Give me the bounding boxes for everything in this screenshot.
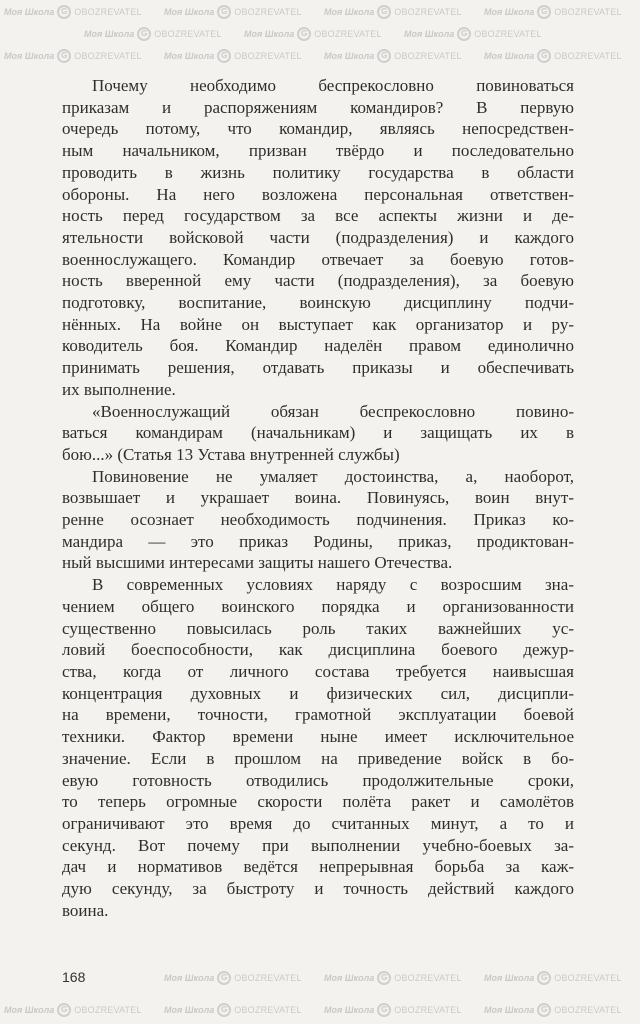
text-line: евую готовность отводились продолжительные сроки, <box>62 770 574 790</box>
watermark <box>484 970 622 986</box>
watermark-logo-icon: G <box>537 971 551 985</box>
watermark-brand-text: Моя Школа <box>404 29 455 39</box>
watermark <box>4 4 142 20</box>
watermark <box>84 26 222 42</box>
watermark-brand-text: Моя Школа <box>484 973 535 983</box>
watermark-brand-text: Моя Школа <box>164 1005 215 1015</box>
text-line: возвышает и украшает воина. Повинуясь, воин внут- <box>62 488 574 508</box>
watermark-logo-icon: G <box>457 27 471 41</box>
text-line: ность вверенной ему части (подразделения), за боевую <box>62 271 574 291</box>
text-line: Повиновение не умаляет достоинства, а, наоборот, <box>92 466 574 486</box>
text-line: принимать решения, отдавать приказы и обеспечивать <box>62 358 574 378</box>
watermark <box>164 970 302 986</box>
watermark-logo-icon: G <box>377 1003 391 1017</box>
watermark <box>484 1002 622 1018</box>
watermark-brand-text: OBOZREVATEL <box>394 7 462 17</box>
text-line: бою...» (Статья 13 Устава внутренней службы) <box>62 444 400 464</box>
watermark <box>164 4 302 20</box>
watermark-brand-text: OBOZREVATEL <box>394 51 462 61</box>
watermark-brand-text: OBOZREVATEL <box>154 29 222 39</box>
text-line: В современных условиях наряду с возросшим зна- <box>92 575 574 595</box>
watermark-logo-icon: G <box>537 1003 551 1017</box>
watermark <box>244 26 382 42</box>
watermark-brand-text: Моя Школа <box>324 973 375 983</box>
watermark <box>484 48 622 64</box>
text-line: ятельности войсковой части (подразделения) и каждого <box>62 227 574 247</box>
watermark-logo-icon: G <box>57 49 71 63</box>
text-line: ный высшими интересами защиты нашего Отечества. <box>62 553 453 573</box>
text-line: ность перед государством за все аспекты жизни и де- <box>62 206 574 226</box>
watermark-logo-icon: G <box>217 1003 231 1017</box>
text-line: «Военнослужащий обязан беспрекословно повино- <box>92 401 574 421</box>
watermark-brand-text: Моя Школа <box>164 51 215 61</box>
watermark-brand-text: OBOZREVATEL <box>554 973 622 983</box>
watermark-brand-text: Моя Школа <box>164 973 215 983</box>
watermark <box>484 4 622 20</box>
watermark-logo-icon: G <box>217 49 231 63</box>
watermark-brand-text: OBOZREVATEL <box>314 29 382 39</box>
text-line: нённых. На войне он выступает как организатор и ру- <box>62 314 574 334</box>
watermark <box>324 1002 462 1018</box>
text-line: значение. Если в прошлом на приведение войск в бо- <box>62 748 574 768</box>
text-line: ренне осознает необходимость подчинения. Приказ ко- <box>62 510 574 530</box>
watermark-logo-icon: G <box>57 5 71 19</box>
watermark-logo-icon: G <box>377 971 391 985</box>
watermark-logo-icon: G <box>137 27 151 41</box>
text-line: приказам и распоряжениям командиров? В первую <box>62 97 574 117</box>
text-line: подготовку, воспитание, воинскую дисциплину подчи- <box>62 293 574 313</box>
watermark <box>324 970 462 986</box>
text-line: ограничивают это время до считанных минут, а то и <box>62 813 574 833</box>
text-line: Почему необходимо беспрекословно повиноваться <box>92 76 574 95</box>
watermark <box>4 48 142 64</box>
watermark-brand-text: OBOZREVATEL <box>394 1005 462 1015</box>
text-line: ководитель боя. Командир наделён правом единолично <box>62 336 574 356</box>
watermark-brand-text: Моя Школа <box>4 1005 55 1015</box>
watermark-logo-icon: G <box>537 5 551 19</box>
watermark-brand-text: Моя Школа <box>324 51 375 61</box>
watermark-brand-text: Моя Школа <box>4 7 55 17</box>
watermark-brand-text: OBOZREVATEL <box>554 7 622 17</box>
watermark-brand-text: Моя Школа <box>244 29 295 39</box>
text-line: дую секунду, за быстроту и точность действий каждого <box>62 879 574 899</box>
watermark-brand-text: OBOZREVATEL <box>74 51 142 61</box>
text-line: проводить в жизнь политику государства в области <box>62 162 574 182</box>
page-number: 168 <box>62 969 86 985</box>
watermark <box>4 1002 142 1018</box>
watermark-logo-icon: G <box>217 971 231 985</box>
watermark-brand-text: Моя Школа <box>324 1005 375 1015</box>
watermark-brand-text: Моя Школа <box>4 51 55 61</box>
text-line: обороны. На него возложена персональная ответствен- <box>62 184 574 204</box>
watermark-brand-text: OBOZREVATEL <box>234 1005 302 1015</box>
watermark-brand-text: OBOZREVATEL <box>474 29 542 39</box>
text-line: техники. Фактор времени ныне имеет исключительное <box>62 727 574 747</box>
text-line: чением общего воинского порядка и организованности <box>62 596 574 616</box>
watermark-brand-text: Моя Школа <box>484 51 535 61</box>
watermark-logo-icon: G <box>377 5 391 19</box>
text-line: их выполнение. <box>62 379 176 399</box>
text-line: на времени, точности, грамотной эксплуатации боевой <box>62 705 574 725</box>
watermark-brand-text: Моя Школа <box>484 1005 535 1015</box>
text-line: дач и нормативов ведётся непрерывная борьба за каж- <box>62 857 574 877</box>
text-line: существенно повысилась роль таких важнейших ус- <box>62 618 574 638</box>
text-line: очередь потому, что командир, являясь непосредствен- <box>62 119 574 139</box>
text-line: концентрация духовных и физических сил, дисципли- <box>62 683 574 703</box>
watermark-brand-text: Моя Школа <box>164 7 215 17</box>
text-line: ваться командирам (начальникам) и защищать их в <box>62 423 574 443</box>
watermark <box>164 48 302 64</box>
watermark-brand-text: OBOZREVATEL <box>74 7 142 17</box>
watermark-logo-icon: G <box>297 27 311 41</box>
watermark-logo-icon: G <box>57 1003 71 1017</box>
text-line: ным начальником, призван твёрдо и последовательно <box>62 141 574 161</box>
body-text <box>62 75 574 921</box>
watermark-brand-text: Моя Школа <box>324 7 375 17</box>
watermark-logo-icon: G <box>217 5 231 19</box>
watermark <box>404 26 542 42</box>
watermark <box>164 1002 302 1018</box>
text-line: военнослужащего. Командир отвечает за боевую готов- <box>62 249 574 269</box>
watermark <box>324 48 462 64</box>
text-line: секунд. Вот почему при выполнении учебно-боевых за- <box>62 835 574 855</box>
watermark-brand-text: OBOZREVATEL <box>554 1005 622 1015</box>
watermark-brand-text: OBOZREVATEL <box>394 973 462 983</box>
watermark-logo-icon: G <box>537 49 551 63</box>
watermark-brand-text: OBOZREVATEL <box>234 973 302 983</box>
watermark-brand-text: OBOZREVATEL <box>234 7 302 17</box>
watermark-brand-text: OBOZREVATEL <box>74 1005 142 1015</box>
text-line: ловий боеспособности, как дисциплина боевого дежур- <box>62 640 574 660</box>
text-line: ства, когда от личного состава требуется наивысшая <box>62 661 574 681</box>
watermark-brand-text: OBOZREVATEL <box>554 51 622 61</box>
text-line: мандира — это приказ Родины, приказ, продиктован- <box>62 531 574 551</box>
watermark-logo-icon: G <box>377 49 391 63</box>
watermark-brand-text: Моя Школа <box>484 7 535 17</box>
text-line: то теперь огромные скорости полёта ракет и самолётов <box>62 792 574 812</box>
watermark-brand-text: OBOZREVATEL <box>234 51 302 61</box>
watermark-brand-text: Моя Школа <box>84 29 135 39</box>
text-line: воина. <box>62 900 109 920</box>
watermark <box>324 4 462 20</box>
